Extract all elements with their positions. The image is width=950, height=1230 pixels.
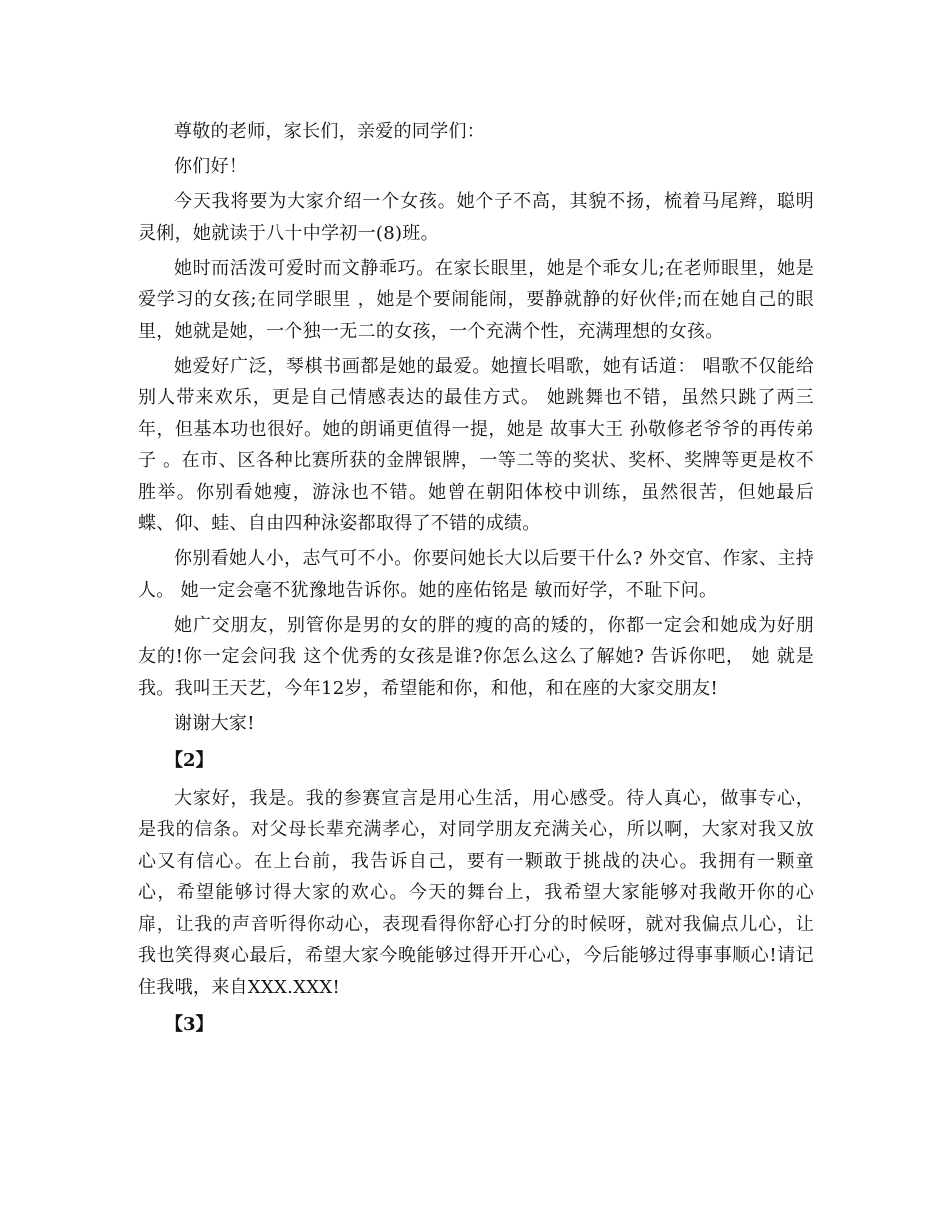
paragraph-intro: 今天我将要为大家介绍一个女孩。她个子不高，其貌不扬，梳着马尾辫，聪明灵俐，她就读于八十中学初一(8)班。 bbox=[138, 191, 814, 244]
paragraph-friends: 她广交朋友，别管你是男的女的胖的瘦的高的矮的，你都一定会和她成为好朋友的!你一定会问我 这个优秀的女孩是谁?你怎么这么了解她? 告诉你吧， 她 就是我。我叫王天艺，今年12岁，希望能和你，和他，和在座的大家交朋友! bbox=[138, 614, 814, 699]
paragraph-ambition: 你别看她人小，志气可不小。你要问她长大以后要干什么? 外交官、作家、主持人。 她一定会毫不犹豫地告诉你。她的座佑铭是 敏而好学，不耻下问。 bbox=[138, 548, 814, 601]
greeting: 你们好！ bbox=[174, 156, 248, 177]
section-heading-3: 【3】 bbox=[165, 1014, 214, 1035]
paragraph-declaration: 大家好，我是。我的参赛宣言是用心生活，用心感受。待人真心，做事专心，是我的信条。对父母长辈充满孝心，对同学朋友充满关心，所以啊，大家对我又放心又有信心。在上台前，我告诉自己，要有一颗敢于挑战的决心。我拥有一颗童心，希望能够讨得大家的欢心。今天的舞台上，我希望大家能够对我敞开你的心扉，让我的声音听得你动心，表现看得你舒心打分的时候呀，就对我偏点儿心，让我也笑得爽心最后，希望大家今晚能够过得开开心心，今后能够过得事事顺心!请记住我哦，来自XXX.XXX! bbox=[138, 787, 814, 998]
paragraph-hobbies: 她爱好广泛，琴棋书画都是她的最爱。她擅长唱歌，她有话道： 唱歌不仅能给别人带来欢乐，更是自己情感表达的最佳方式。 她跳舞也不错，虽然只跳了两三年，但基本功也很好。她的朗诵更值得一提，她是 故事大王 孙敬修老爷爷的再传弟子 。在市、区各种比赛所获的金牌银牌，一等二等的奖状、奖杯、奖牌等更是枚不胜举。你别看她瘦，游泳也不错。她曾在朝阳体校中训练，虽然很苦，但她最后蝶、仰、蛙、自由四种泳姿都取得了不错的成绩。 bbox=[138, 355, 814, 534]
closing-thanks: 谢谢大家! bbox=[174, 712, 255, 734]
section-heading-2: 【2】 bbox=[165, 750, 214, 771]
paragraph-personality: 她时而活泼可爱时而文静乖巧。在家长眼里，她是个乖女儿;在老师眼里，她是爱学习的女孩;在同学眼里 ，她是个要闹能闹，要静就静的好伙伴;而在她自己的眼里，她就是她，一个独一无二的女孩，一个充满个性，充满理想的女孩。 bbox=[138, 257, 814, 342]
salutation: 尊敬的老师，家长们，亲爱的同学们： bbox=[174, 121, 486, 142]
document-body bbox=[138, 116, 814, 1041]
